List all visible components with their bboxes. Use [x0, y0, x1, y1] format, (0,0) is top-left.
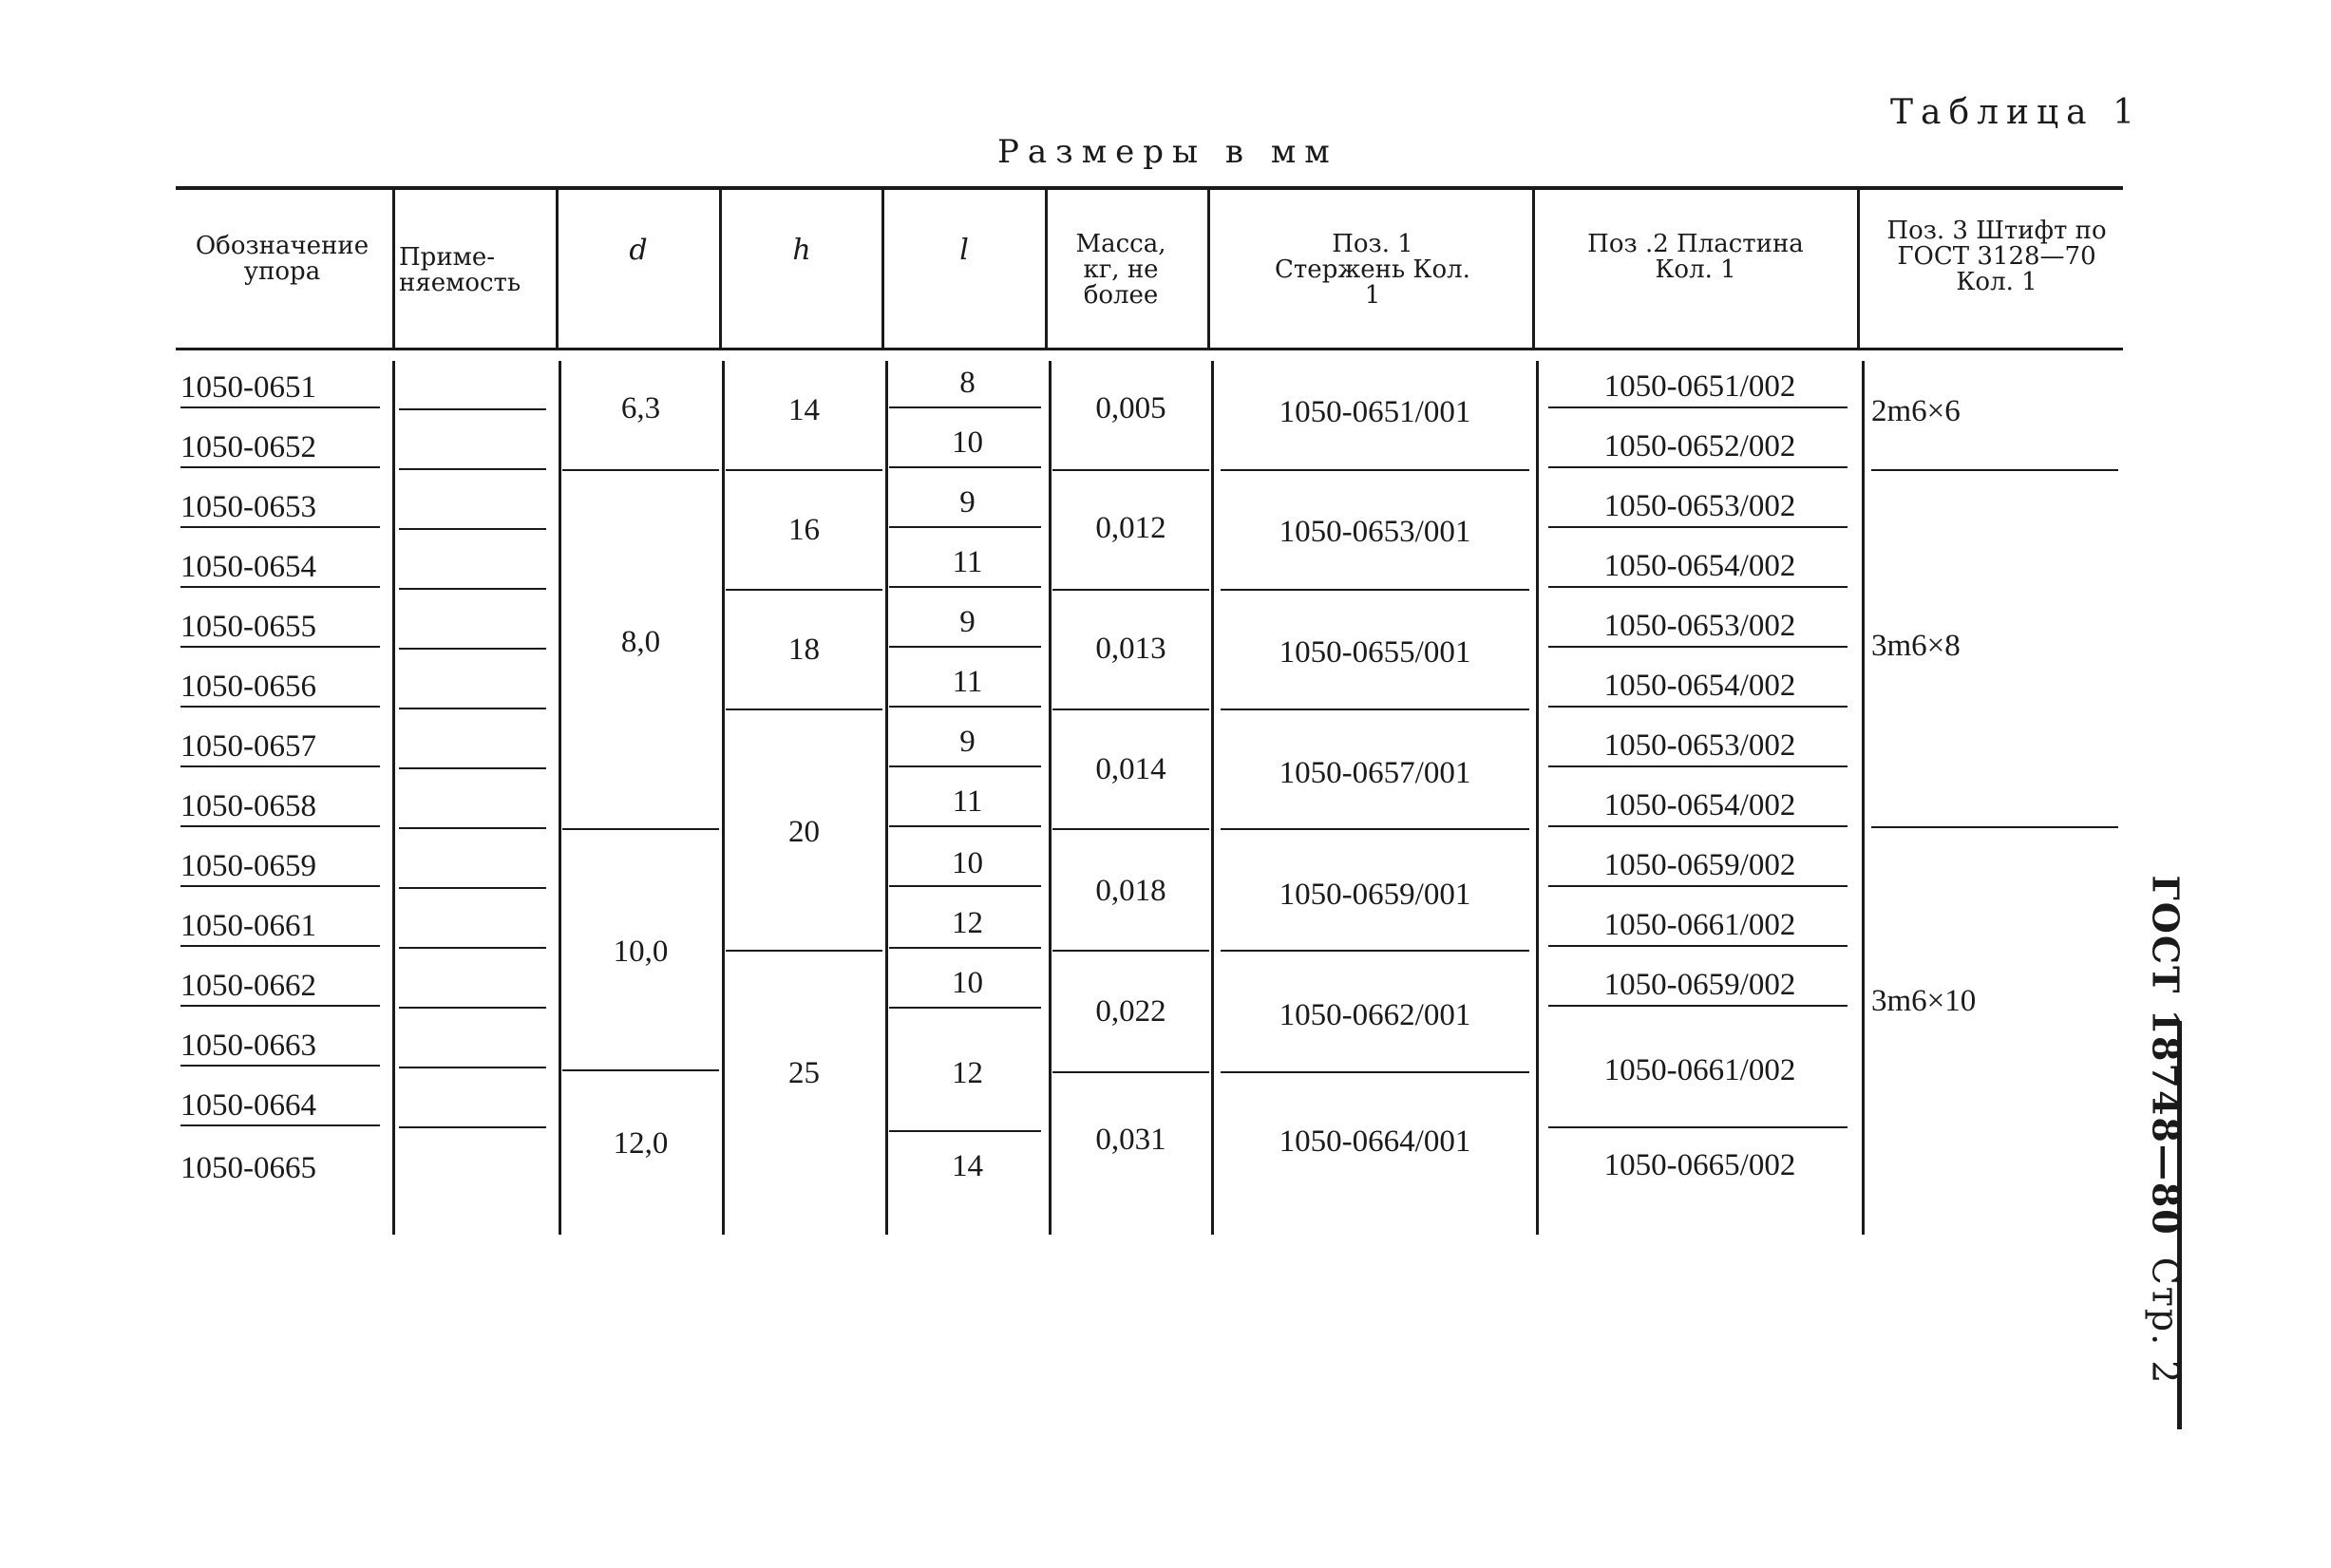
pos3-value-2: 3m6×10 — [1871, 984, 1977, 1018]
pos2-value-7: 1050-0654/002 — [1603, 788, 1796, 822]
header-pos1: Поз. 1 Стержень Кол. 1 — [1275, 230, 1470, 310]
pos2-value-11: 1050-0661/002 — [1603, 1053, 1796, 1087]
pos2-value-8: 1050-0659/002 — [1603, 848, 1796, 882]
designation-13: 1050-0665 — [180, 1151, 316, 1185]
pos2-value-2: 1050-0653/002 — [1603, 489, 1796, 523]
designation-12: 1050-0664 — [180, 1088, 316, 1123]
designation-4: 1050-0655 — [180, 610, 316, 644]
pos2-value-4: 1050-0653/002 — [1603, 609, 1796, 643]
designation-10: 1050-0662 — [180, 969, 316, 1003]
table-title: Таблица 1 — [1890, 93, 2142, 132]
l-value-3: 11 — [952, 545, 983, 579]
header-d: d — [629, 234, 648, 267]
designation-0: 1050-0651 — [180, 370, 316, 405]
side-page: Стр. 2 — [2144, 1256, 2187, 1386]
header-pos3: Поз. 3 Штифт по ГОСТ 3128—70 Кол. 1 — [1886, 217, 2107, 296]
side-title: ГОСТ 18748—80 — [2144, 875, 2188, 1237]
l-value-0: 8 — [959, 366, 976, 400]
pos3-value-0: 2m6×6 — [1871, 394, 1961, 428]
pos2-value-6: 1050-0653/002 — [1603, 728, 1796, 763]
l-value-9: 12 — [952, 906, 983, 940]
l-value-7: 11 — [952, 784, 983, 819]
designation-2: 1050-0653 — [180, 490, 316, 524]
pos1-value-0: 1050-0651/001 — [1279, 395, 1471, 429]
l-value-1: 10 — [952, 425, 983, 460]
l-value-11: 12 — [952, 1056, 983, 1090]
header-designation: Обозначение упора — [195, 232, 370, 286]
l-value-12: 14 — [952, 1149, 983, 1183]
h-value-0: 14 — [788, 393, 820, 427]
l-value-10: 10 — [952, 966, 983, 1000]
header-h: h — [792, 234, 811, 267]
designation-8: 1050-0659 — [180, 849, 316, 883]
d-value-2: 10,0 — [613, 935, 669, 969]
d-value-3: 12,0 — [613, 1126, 669, 1161]
pos1-value-3: 1050-0657/001 — [1279, 756, 1471, 790]
h-value-4: 25 — [788, 1056, 820, 1090]
header-pos2: Поз .2 Пластина Кол. 1 — [1587, 230, 1804, 284]
mass-value-6: 0,031 — [1095, 1123, 1166, 1157]
h-value-1: 16 — [788, 513, 820, 547]
header-mass: Масса, кг, не более — [1075, 230, 1166, 310]
header-applicability: Приме- няемость — [399, 243, 521, 297]
mass-value-3: 0,014 — [1095, 752, 1166, 786]
designation-7: 1050-0658 — [180, 789, 316, 823]
mass-value-5: 0,022 — [1095, 994, 1166, 1029]
designation-5: 1050-0656 — [180, 670, 316, 704]
l-value-4: 9 — [959, 605, 976, 639]
mass-value-1: 0,012 — [1095, 511, 1166, 545]
pos2-value-5: 1050-0654/002 — [1603, 669, 1796, 703]
pos2-value-3: 1050-0654/002 — [1603, 549, 1796, 583]
l-value-5: 11 — [952, 665, 983, 699]
designation-6: 1050-0657 — [180, 729, 316, 764]
l-value-8: 10 — [952, 846, 983, 880]
mass-value-4: 0,018 — [1095, 874, 1166, 908]
mass-value-2: 0,013 — [1095, 632, 1166, 666]
pos2-value-12: 1050-0665/002 — [1603, 1148, 1796, 1182]
h-value-3: 20 — [788, 815, 820, 849]
d-value-0: 6,3 — [620, 391, 661, 425]
l-value-2: 9 — [959, 485, 976, 520]
header-l: l — [959, 234, 969, 267]
header-bottom-rule — [176, 348, 2123, 350]
dimensions-caption: Размеры в мм — [997, 133, 1338, 171]
pos3-value-1: 3m6×8 — [1871, 629, 1961, 663]
h-value-2: 18 — [788, 633, 820, 667]
pos2-value-1: 1050-0652/002 — [1603, 429, 1796, 463]
mass-value-0: 0,005 — [1095, 391, 1166, 425]
pos2-value-10: 1050-0659/002 — [1603, 968, 1796, 1002]
designation-1: 1050-0652 — [180, 430, 316, 464]
designation-11: 1050-0663 — [180, 1029, 316, 1063]
designation-9: 1050-0661 — [180, 909, 316, 943]
d-value-1: 8,0 — [620, 625, 661, 659]
pos2-value-0: 1050-0651/002 — [1603, 369, 1796, 404]
pos1-value-5: 1050-0662/001 — [1279, 998, 1471, 1032]
pos1-value-2: 1050-0655/001 — [1279, 635, 1471, 670]
pos2-value-9: 1050-0661/002 — [1603, 908, 1796, 942]
l-value-6: 9 — [959, 725, 976, 759]
pos1-value-4: 1050-0659/001 — [1279, 878, 1471, 912]
pos1-value-1: 1050-0653/001 — [1279, 515, 1471, 549]
pos1-value-6: 1050-0664/001 — [1279, 1124, 1471, 1159]
header-top-rule — [176, 186, 2123, 190]
side-document-label — [2145, 876, 2188, 1386]
designation-3: 1050-0654 — [180, 550, 316, 584]
